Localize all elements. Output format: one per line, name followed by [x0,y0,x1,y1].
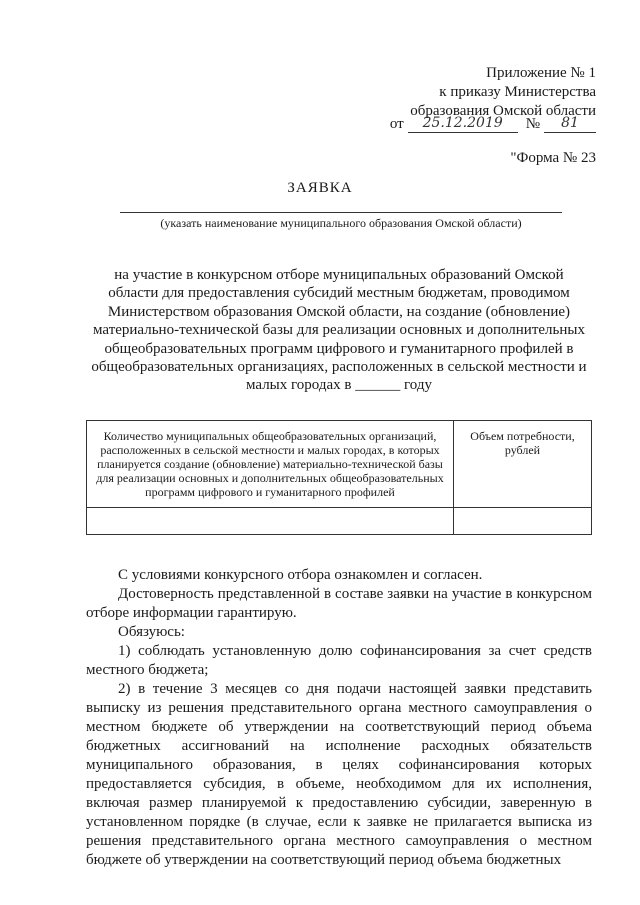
order-number-handwritten: 81 [561,115,579,131]
requirements-table [86,420,592,535]
appendix-line-3: образования Омской области [410,103,596,119]
form-number: "Форма № 23 [510,150,596,166]
order-date-field [408,115,518,133]
table-row [87,508,592,535]
table-header-row [87,421,592,508]
document-title: ЗАЯВКА [287,180,353,196]
appendix-line-2: к приказу Министерства [439,84,596,100]
paragraph-obligations: Обязуюсь: [118,624,185,640]
paragraph-obligation-2: 2) в течение 3 месяцев со дня подачи настоящей заявки представить выписку из решения представительного органа местного самоуправления о местном бюджете об утверждении на соответствующий период объема бюджетных ассигнований на исполнение расходных обязательств муниципального образования, в целях софинансирования которых предоставляется субсидия, в объеме, необходимом для их исполнения, включая размер планируемой к предоставлению субсидии, заверенную в установленном порядке (в случае, если к заявке не прилагается выписка из решения представительного органа местного самоуправления о местном бюджете об утверждении на соответствующий период объема бюджетных [86,681,592,868]
table-cell-count [87,508,454,535]
municipality-name-line [120,212,562,213]
order-date-number-row [390,115,596,133]
appendix-line-1: Приложение № 1 [486,65,596,81]
body-text [86,566,592,870]
paragraph-obligation-1: 1) соблюдать установленную долю софинансирования за счет средств местного бюджета; [86,643,592,678]
table-header-amount: Объем потребности, рублей [454,421,592,508]
table-cell-amount [454,508,592,535]
order-number-field [544,115,596,133]
date-prefix: от [389,116,404,132]
paragraph-reliability: Достоверность представленной в составе заявки на участие в конкурсном отборе информации гарантирую. [86,586,592,621]
order-date-handwritten: 25.12.2019 [422,115,503,131]
appendix-header [410,64,596,121]
table-header-count: Количество муниципальных общеобразовательных организаций, расположенных в сельской местности и малых городах, в которых планируется создание (обновление) материально-технической базы для реализации основных и дополнительных общеобразовательных программ цифрового и гуманитарного профилей [87,421,454,508]
number-label: № [525,116,540,132]
application-purpose: на участие в конкурсном отборе муниципальных образований Омской области для предоставления субсидий местным бюджетам, проводимом Министерством образования Омской области, на создание (обновление) материально-технической базы для реализации основных и дополнительных общеобразовательных программ цифрового и гуманитарного профилей в общеобразовательных организациях, расположенных в сельской местности и малых городах в ______ году [91,267,587,394]
municipality-name-hint: (указать наименование муниципального образования Омской области) [160,216,522,230]
paragraph-agreement: С условиями конкурсного отбора ознакомлен и согласен. [118,567,483,583]
